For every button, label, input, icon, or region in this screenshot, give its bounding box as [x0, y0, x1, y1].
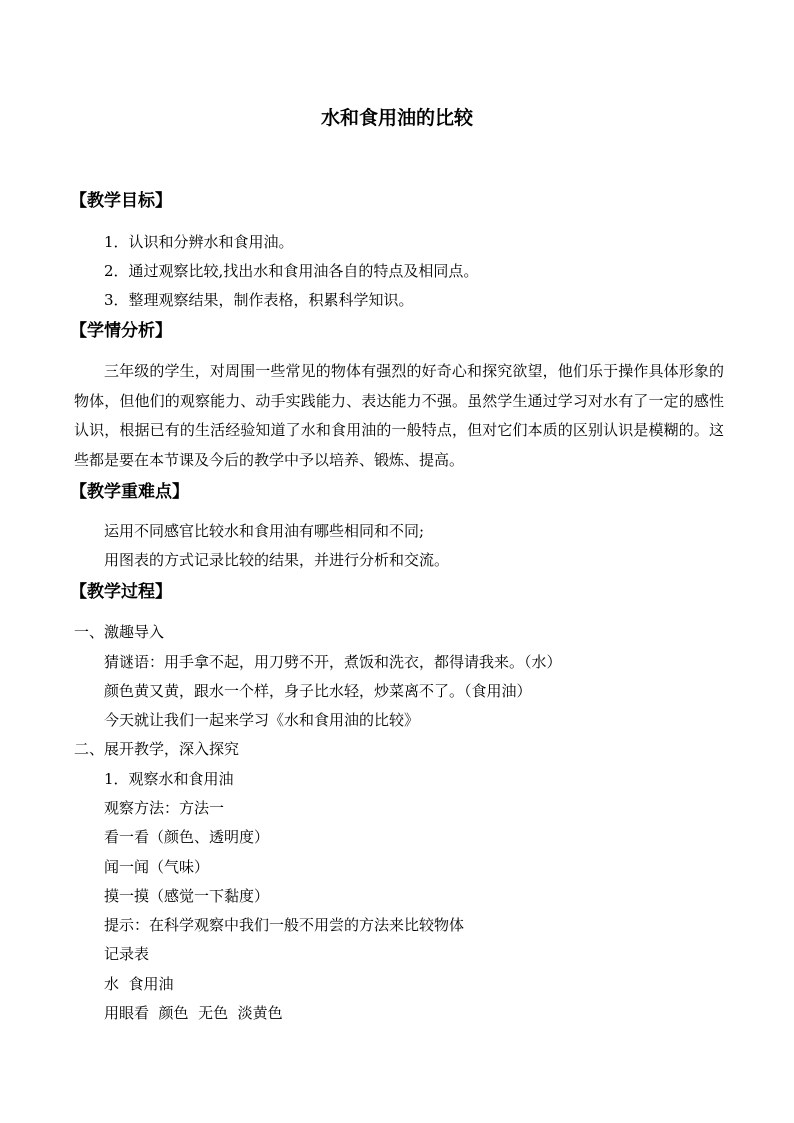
- goal-item-2: 2．通过观察比较,找出水和食用油各自的特点及相同点。: [104, 262, 479, 280]
- observe-method: 观察方法：方法一: [104, 799, 225, 817]
- record-table-header: 水 食用油: [104, 975, 174, 993]
- document-title: 水和食用油的比较: [320, 107, 473, 129]
- observation-tip: 提示：在科学观察中我们一般不用尝的方法来比较物体: [104, 916, 465, 934]
- learner-analysis-paragraph: 三年级的学生，对周围一些常见的物体有强烈的好奇心和探究欲望，他们乐于操作具体形象的物体，但他们的观察能力、动手实践能力、表达能力不强。虽然学生通过学习对水有了一定的感性认识，根据已有的生活经验知道了水和食用油的一般特点，但对它们本质的区别认识是模糊的。这些都是要在本节课及今后的教学中予以培养、锻炼、提高。: [74, 362, 724, 469]
- record-table-label: 记录表: [104, 945, 150, 963]
- heading-teaching-process: 【教学过程】: [70, 582, 172, 602]
- heading-teaching-goals: 【教学目标】: [70, 191, 172, 211]
- method-touch: 摸一摸（感觉一下黏度）: [104, 887, 270, 905]
- riddle-water: 猜谜语：用手拿不起，用刀劈不开，煮饭和洗衣，都得请我来。（水）: [104, 653, 562, 671]
- key-point-1: 运用不同感官比较水和食用油有哪些相同和不同;: [104, 522, 425, 540]
- goal-item-3: 3．整理观察结果，制作表格，积累科学知识。: [104, 291, 414, 309]
- process-part1-label: 一、激趣导入: [74, 623, 165, 641]
- step-observe: 1．观察水和食用油: [104, 770, 234, 788]
- heading-learner-analysis: 【学情分析】: [70, 321, 172, 341]
- heading-key-points: 【教学重难点】: [70, 482, 189, 502]
- method-smell: 闻一闻（气味）: [104, 858, 210, 876]
- goal-item-1: 1．认识和分辨水和食用油。: [104, 233, 294, 251]
- key-point-2: 用图表的方式记录比较的结果，并进行分析和交流。: [104, 551, 450, 569]
- method-look: 看一看（颜色、透明度）: [104, 828, 270, 846]
- riddle-oil: 颜色黄又黄，跟水一个样，身子比水轻，炒菜离不了。（食用油）: [104, 682, 532, 700]
- process-part2-label: 二、展开教学，深入探究: [74, 740, 240, 758]
- intro-line: 今天就让我们一起来学习《水和食用油的比较》: [104, 711, 420, 729]
- record-table-row-color: 用眼看 颜色 无色 淡黄色: [104, 1004, 283, 1022]
